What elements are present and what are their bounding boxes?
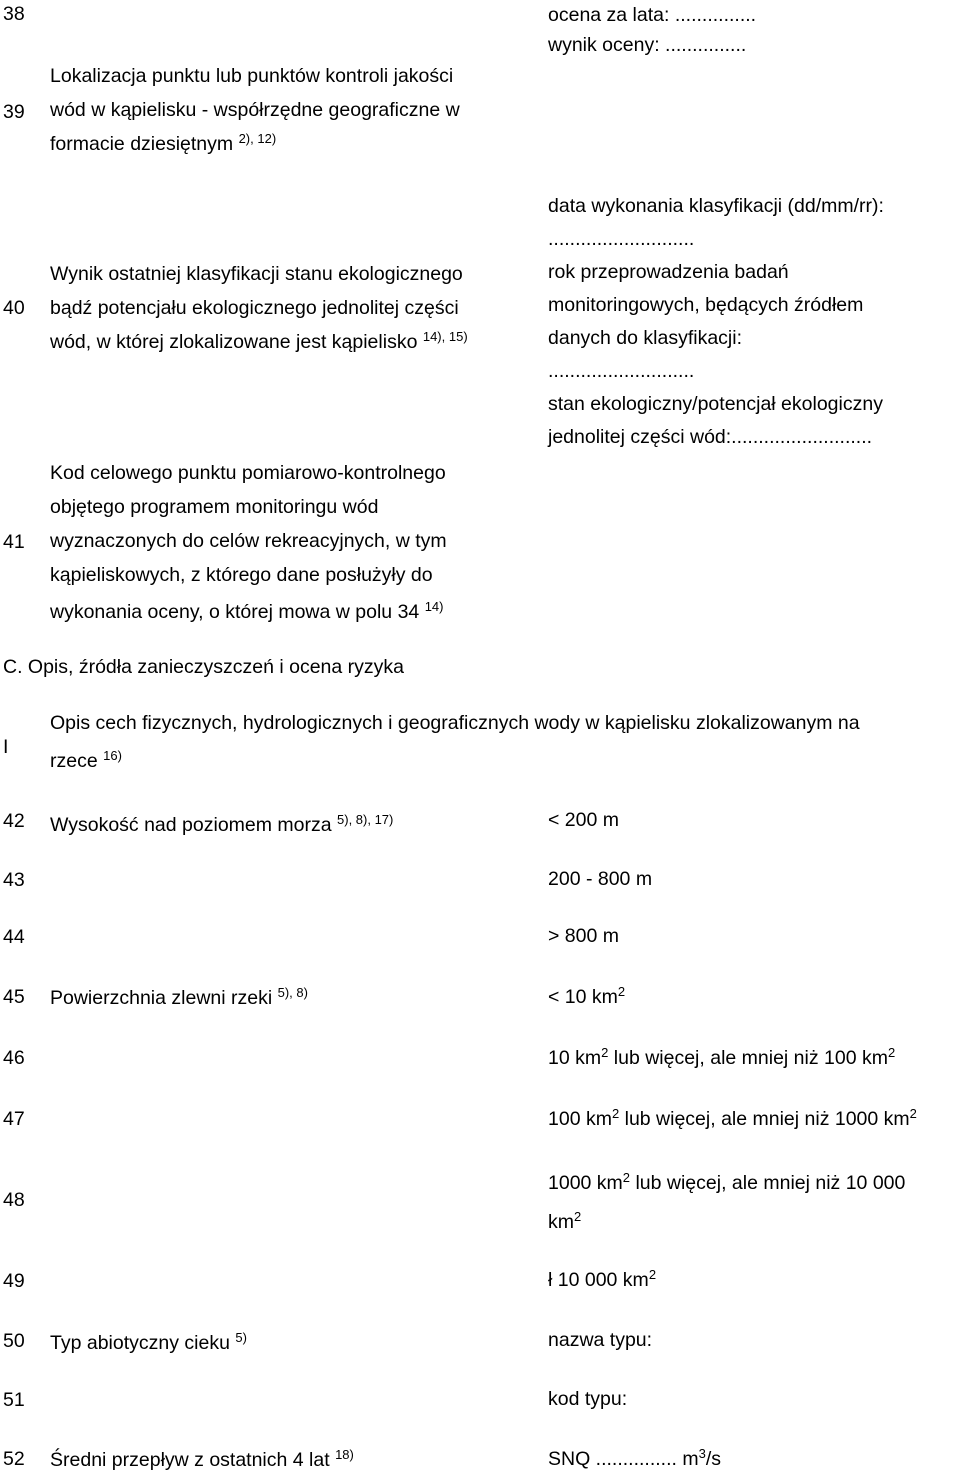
exponent: 2 (617, 984, 626, 999)
assessment-years-field[interactable] (548, 0, 958, 60)
field-label (50, 1326, 520, 1360)
label-line: wyznaczonych do celów rekreacyjnych, w tym (50, 530, 447, 552)
label-line: objętego programem monitoringu wód (50, 496, 379, 518)
value-line: data wykonania klasyfikacji (dd/mm/rr): (548, 195, 884, 217)
footnote-ref: 18) (335, 1447, 354, 1462)
field-label (50, 808, 520, 842)
heading-line: rzece (50, 750, 98, 772)
exponent: 2 (622, 1170, 631, 1185)
exponent: 2 (887, 1045, 896, 1060)
exponent: 3 (698, 1446, 706, 1461)
value-line: wynik oceny: ............... (548, 34, 747, 56)
field-label (50, 456, 520, 629)
row-number: 44 (3, 926, 25, 948)
label-text: Wysokość nad poziomem morza (50, 814, 332, 836)
footnote-ref: 5), 8) (277, 985, 308, 1000)
option-value[interactable] (548, 981, 958, 1014)
field-label (50, 1443, 520, 1477)
value-text: km (548, 1211, 574, 1233)
value-text: 100 km (548, 1108, 612, 1130)
classification-field[interactable] (548, 190, 958, 454)
label-text: Powierzchnia zlewni rzeki (50, 987, 273, 1009)
option-value[interactable]: > 800 m (548, 925, 620, 947)
value-line: jednolitej części wód:.......................... (548, 426, 873, 448)
row-number: 42 (3, 810, 25, 832)
section-number: I (3, 736, 9, 758)
value-text: 1000 km (548, 1172, 623, 1194)
label-line: kąpieliskowych, z którego dane posłużyły do (50, 564, 433, 586)
value-text: ł 10 000 km (548, 1269, 649, 1291)
row-number: 49 (3, 1270, 25, 1292)
value-line: ocena za lata: ............... (548, 4, 757, 26)
label-line: bądź potencjału ekologicznego jednolitej części (50, 297, 459, 319)
value-text: 10 km (548, 1047, 602, 1069)
value-line: danych do klasyfikacji: (548, 327, 743, 349)
option-value[interactable]: 200 - 800 m (548, 868, 653, 890)
option-value[interactable] (548, 1164, 958, 1242)
label-line: Wynik ostatniej klasyfikacji stanu ekologicznego (50, 263, 463, 285)
value-text: /s (705, 1448, 722, 1470)
value-line: ........................... (548, 360, 695, 382)
value-text: lub więcej, ale mniej niż 100 km (608, 1047, 888, 1069)
row-number: 47 (3, 1108, 25, 1130)
footnote-ref: 5) (235, 1330, 247, 1345)
label-line: formacie dziesiętnym (50, 133, 234, 155)
option-value[interactable]: < 200 m (548, 809, 620, 831)
row-number: 51 (3, 1389, 25, 1411)
label-text: Typ abiotyczny cieku (50, 1332, 230, 1354)
value-line: ........................... (548, 228, 695, 250)
exponent: 2 (574, 1209, 582, 1224)
row-number: 45 (3, 986, 25, 1008)
row-number: 41 (3, 531, 25, 553)
field-label (50, 59, 520, 161)
row-number: 40 (3, 297, 25, 319)
label-line: wykonania oceny, o której mowa w polu 34 (50, 601, 420, 623)
value-text: < 10 km (548, 986, 618, 1008)
exponent: 2 (648, 1267, 657, 1282)
label-line: Kod celowego punktu pomiarowo-kontrolnego (50, 462, 446, 484)
footnote-ref: 5), 8), 17) (337, 812, 394, 827)
field-label (50, 981, 520, 1015)
label-text: Średni przepływ z ostatnich 4 lat (50, 1449, 330, 1471)
row-number: 38 (3, 3, 25, 25)
row-number: 50 (3, 1330, 25, 1352)
flow-value-field[interactable] (548, 1443, 958, 1476)
footnote-ref: 14), 15) (422, 329, 468, 344)
type-name-field[interactable]: nazwa typu: (548, 1329, 653, 1351)
heading-line: Opis cech fizycznych, hydrologicznych i geograficznych wody w kąpielisku zlokalizowanym na (50, 712, 860, 734)
option-value[interactable] (548, 1103, 958, 1136)
exponent: 2 (601, 1045, 609, 1060)
label-line: Lokalizacja punktu lub punktów kontroli jakości (50, 65, 454, 87)
row-number: 52 (3, 1448, 25, 1470)
field-label (50, 257, 520, 359)
section-title: C. Opis, źródła zanieczyszczeń i ocena ryzyka (3, 656, 404, 678)
value-line: rok przeprowadzenia badań (548, 261, 789, 283)
option-value[interactable] (548, 1264, 958, 1297)
label-line: wód w kąpielisku - współrzędne geograficzne w (50, 99, 460, 121)
value-text: lub więcej, ale mniej niż 10 000 (630, 1172, 906, 1194)
option-value[interactable] (548, 1042, 958, 1075)
value-text: lub więcej, ale mniej niż 1000 km (619, 1108, 910, 1130)
subsection-heading (50, 706, 950, 778)
row-number: 43 (3, 869, 25, 891)
footnote-ref: 16) (103, 748, 122, 763)
exponent: 2 (909, 1106, 917, 1121)
value-text: SNQ ............... m (548, 1448, 699, 1470)
value-line: stan ekologiczny/potencjał ekologiczny (548, 393, 883, 415)
type-code-field[interactable]: kod typu: (548, 1388, 628, 1410)
row-number: 48 (3, 1189, 25, 1211)
footnote-ref: 14) (424, 599, 444, 614)
exponent: 2 (611, 1106, 620, 1121)
row-number: 46 (3, 1047, 25, 1069)
value-line: monitoringowych, będących źródłem (548, 294, 864, 316)
label-line: wód, w której zlokalizowane jest kąpielisko (50, 331, 418, 353)
footnote-ref: 2), 12) (238, 131, 277, 146)
row-number: 39 (3, 101, 25, 123)
